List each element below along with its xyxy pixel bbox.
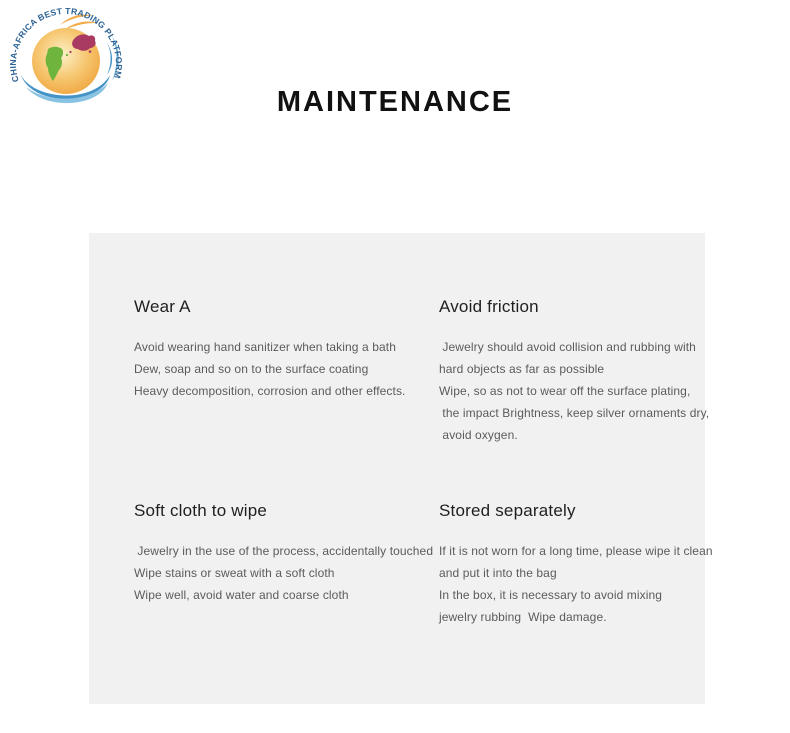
logo-text-path: CHINA-AFRICA BEST TRADING PLATFORM [7, 5, 125, 84]
section-stored-separately-line-2: and put it into the bag [439, 566, 557, 580]
section-avoid-friction [439, 297, 709, 446]
section-avoid-friction-line-5: avoid oxygen. [439, 428, 518, 442]
section-wear [134, 297, 406, 402]
section-stored-separately-line-1: If it is not worn for a long time, please wipe it clean [439, 544, 713, 558]
logo-dot-red [69, 51, 71, 53]
section-avoid-friction-line-3: Wipe, so as not to wear off the surface plating, [439, 384, 691, 398]
maintenance-panel [89, 233, 713, 704]
section-soft-cloth-line-2: Wipe stains or sweat with a soft cloth [134, 566, 335, 580]
section-stored-separately-line-3: In the box, it is necessary to avoid mixing [439, 588, 663, 602]
section-avoid-friction-line-2: hard objects as far as possible [439, 362, 605, 376]
section-stored-separately-line-4: jewelry rubbing Wipe damage. [439, 610, 607, 624]
section-soft-cloth [134, 501, 433, 606]
section-soft-cloth-title: Soft cloth to wipe [134, 501, 268, 520]
section-wear-line-1: Avoid wearing hand sanitizer when taking a bath [134, 340, 396, 354]
section-stored-separately-title: Stored separately [439, 501, 576, 520]
logo-dot-green [66, 54, 68, 56]
section-soft-cloth-line-3: Wipe well, avoid water and coarse cloth [134, 588, 349, 602]
section-wear-line-2: Dew, soap and so on to the surface coating [134, 362, 369, 376]
section-wear-line-3: Heavy decomposition, corrosion and other effects. [134, 384, 406, 398]
section-stored-separately [439, 501, 713, 628]
section-avoid-friction-title: Avoid friction [439, 297, 539, 316]
section-avoid-friction-line-1: Jewelry should avoid collision and rubbing with [439, 340, 696, 354]
china-island-dot [89, 50, 92, 53]
section-avoid-friction-line-4: the impact Brightness, keep silver ornaments dry, [439, 406, 710, 420]
section-soft-cloth-line-1: Jewelry in the use of the process, accidentally touched [134, 544, 434, 558]
section-wear-title: Wear A [134, 297, 191, 316]
page-title: MAINTENANCE [276, 86, 514, 118]
